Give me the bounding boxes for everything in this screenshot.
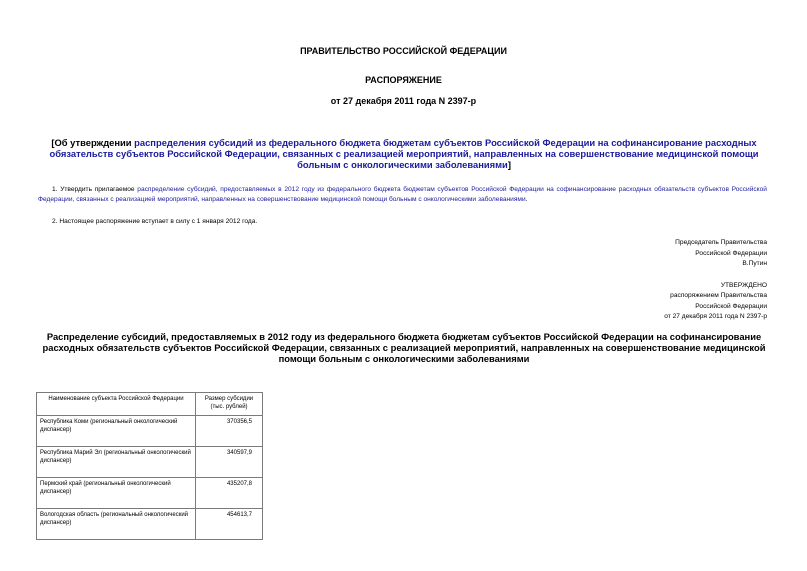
table-header-row	[37, 393, 263, 416]
table-header-value: Размер субсидии (тыс. рублей)	[196, 393, 263, 416]
table-row	[37, 478, 263, 509]
table-cell-value: 340597,9	[196, 447, 263, 478]
table-cell-value: 435207,8	[196, 478, 263, 509]
table-cell-name: Республика Марий Эл (региональный онкологический диспансер)	[37, 447, 196, 478]
approved-line-1: УТВЕРЖДЕНО	[720, 282, 767, 289]
table-cell-name: Пермский край (региональный онкологический диспансер)	[37, 478, 196, 509]
approved-block	[664, 281, 767, 322]
heading-suffix: ]	[507, 159, 511, 170]
signature-line-3: В.Путин	[742, 260, 767, 267]
table-row	[37, 447, 263, 478]
table-row	[37, 509, 263, 540]
document-date-number: от 27 декабря 2011 года N 2397-р	[330, 96, 477, 106]
paragraph-2: 2. Настоящее распоряжение вступает в силу с 1 января 2012 года.	[52, 218, 258, 225]
table-cell-name: Республика Коми (региональный онкологический диспансер)	[37, 416, 196, 447]
table-header-name: Наименование субъекта Российской Федерации	[37, 393, 196, 416]
paragraph-1	[38, 185, 767, 205]
signature-block	[675, 238, 767, 270]
government-title: ПРАВИТЕЛЬСТВО РОССИЙСКОЙ ФЕДЕРАЦИИ	[300, 46, 507, 56]
signature-line-2: Российской Федерации	[695, 249, 767, 257]
heading-prefix: [Об утверждении	[51, 137, 135, 148]
heading-link[interactable]: распределения субсидий из федерального бюджета бюджетам субъектов Российской Федерации на софинансирование расходных обязательств субъектов Российской Федерации, связанных с реализацией мероприятий, направленных на совершенствование медицинской помощи больным с онкологическими заболеваниями	[49, 137, 759, 170]
paragraph-1-link[interactable]: распределение субсидий, предоставляемых в 2012 году из федерального бюджета бюджетам субъектов Российской Федерации на софинансирование расходных обязательств субъектов Российской Федерации, связанных с реализацией мероприятий, направленных на совершенствование медицинской помощи больным с онкологическими заболеваниями	[38, 186, 767, 203]
signature-line-1: Председатель Правительства	[675, 239, 767, 246]
table-cell-value: 370356,5	[196, 416, 263, 447]
table-cell-name: Вологодская область (региональный онкологический диспансер)	[37, 509, 196, 540]
distribution-title: Распределение субсидий, предоставляемых в 2012 году из федерального бюджета бюджетам субъектов Российской Федерации на софинансирование расходных обязательств субъектов Российской Федерации, связанных с реализацией мероприятий, направленных на совершенствование медицинской помощи больным с онкологическими заболеваниями	[42, 331, 766, 364]
table-cell-value: 454613,7	[196, 509, 263, 540]
document-type: РАСПОРЯЖЕНИЕ	[365, 75, 442, 85]
approved-line-4: от 27 декабря 2011 года N 2397-р	[664, 312, 767, 320]
document-heading	[36, 137, 772, 170]
table-row	[37, 416, 263, 447]
approved-line-2: распоряжением Правительства	[670, 292, 767, 300]
paragraph-1-prefix: 1. Утвердить прилагаемое	[52, 186, 138, 193]
approved-line-3: Российской Федерации	[695, 302, 767, 310]
subsidy-table	[36, 392, 263, 540]
paragraph-1-suffix: .	[525, 196, 528, 203]
